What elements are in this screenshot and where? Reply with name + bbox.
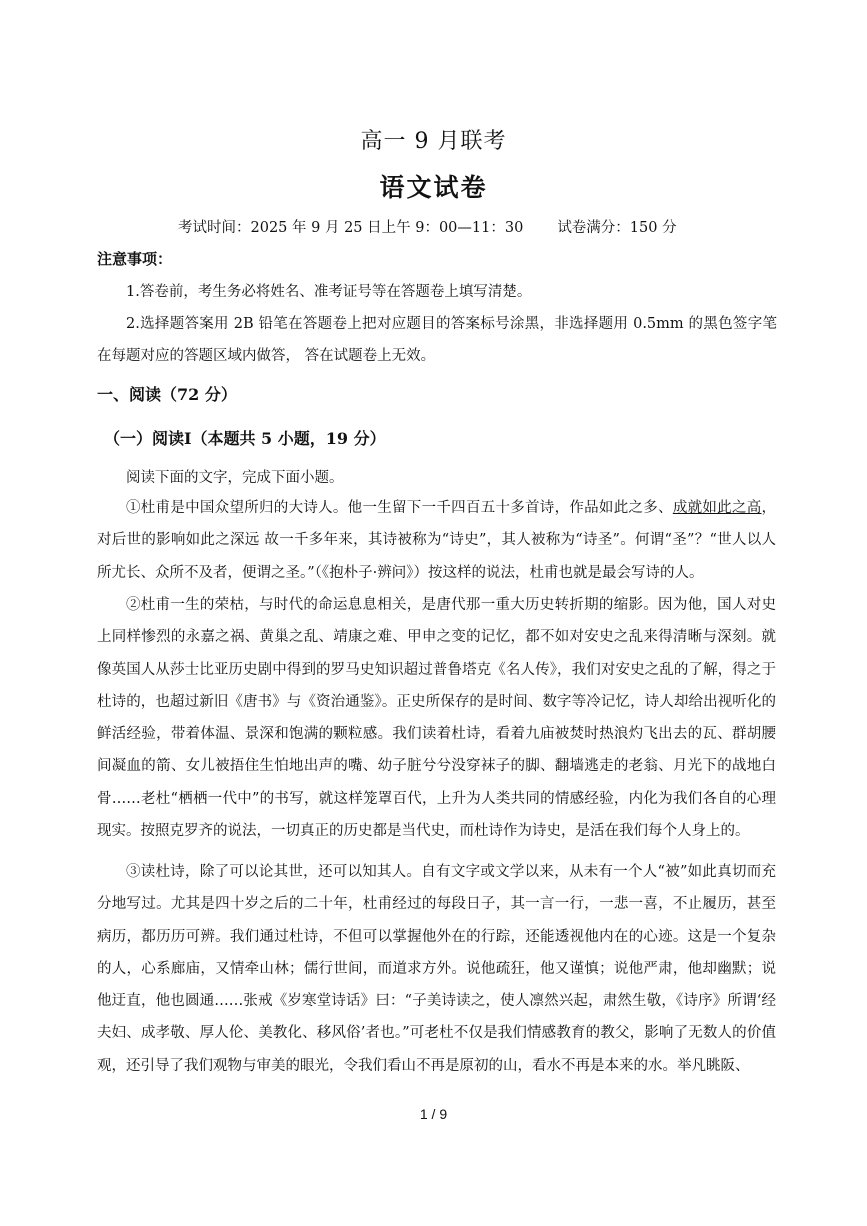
exam-title: 高一 9 月联考 <box>360 129 507 154</box>
paragraph-1-text-b: ，对后世的影响如此之深远 故一千多年来，其诗被称为“诗史”，其人被称为“诗圣”。何谓“圣”？“世人以人所尤长、众所不及者，便谓之圣。”（《抱朴子·辨问》）按这样的说法，杜甫也就是最会写诗的人。 <box>97 500 777 581</box>
exam-time: 考试时间：2025 年 9 月 25 日上午 9：00—11：30 <box>178 220 524 236</box>
notice-item-2: 2.选择题答案用 2B 铅笔在答题卷上把对应题目的答案标号涂黑，非选择题用 0.5mm 的黑色签字笔在每题对应的答题区域内做答， 答在试题卷上无效。 <box>97 316 777 364</box>
exam-info <box>178 216 798 237</box>
reading-instruction: 阅读下面的文字，完成下面小题。 <box>126 470 344 486</box>
notice-heading: 注意事项： <box>97 250 173 268</box>
full-score: 试卷满分：150 分 <box>557 220 677 236</box>
paragraph-1-text-a: ①杜甫是中国众望所归的大诗人。他一生留下一千四百五十多首诗，作品如此之多、 <box>126 500 673 516</box>
paragraph-2: ②杜甫一生的荣枯，与时代的命运息息相关，是唐代那一重大历史转折期的缩影。因为他，国人对史上同样惨烈的永嘉之祸、黄巢之乱、靖康之难、甲申之变的记忆，都不如对安史之乱来得清晰与深刻。就像英国人从莎士比亚历史剧中得到的罗马史知识超过普鲁塔克《名人传》，我们对安史之乱的了解，得之于杜诗的，也超过新旧《唐书》与《资治通鉴》。正史所保存的是时间、数字等冷记忆，诗人却给出视听化的鲜活经验，带着体温、景深和饱满的颗粒感。我们读着杜诗，看着九庙被焚时热浪灼飞出去的瓦、群胡腰间凝血的箭、女儿被捂住生怕地出声的嘴、幼子脏兮兮没穿袜子的脚、翻墙逃走的老翁、月光下的战地白骨……老杜“栖栖一代中”的书写，就这样笼罩百代，上升为人类共同的情感经验，内化为我们各自的心理现实。按照克罗齐的说法，一切真正的历史都是当代史，而杜诗作为诗史，是活在我们每个人身上的。 <box>97 597 776 840</box>
paragraph-3: ③读杜诗，除了可以论其世，还可以知其人。自有文字或文学以来，从未有一个人“被”如此真切而充分地写过。尤其是四十岁之后的二十年，杜甫经过的每段日子，其一言一行，一悲一喜，不止履历，甚至病历，都历历可辨。我们通过杜诗，不但可以掌握他外在的行踪，还能透视他内在的心迹。这是一个复杂的人，心系廊庙，又情牵山林；儒行世间，而道求方外。说他疏狂，他又谨慎；说他严肃，他却幽默；说他迂直，他也圆通……张戒《岁寒堂诗话》曰：“子美诗读之，使人凛然兴起，肃然生敬，《诗序》所谓‘经夫妇、成孝敬、厚人伦、美教化、移风俗’者也。”可老杜不仅是我们情感教育的教父，影响了无数人的价值观，还引导了我们观物与审美的眼光，令我们看山不再是原初的山，看水不再是本来的水。举凡眺阪、 <box>97 864 776 1074</box>
underlined-phrase: 成就如此之高 <box>672 500 762 516</box>
exam-subtitle: 语文试卷 <box>379 173 488 202</box>
page-number: 1 / 9 <box>419 1106 448 1122</box>
sub-section-heading: （一）阅读Ⅰ（本题共 5 小题，19 分） <box>104 429 386 448</box>
section-heading: 一、阅读（72 分） <box>97 385 237 404</box>
notice-item-1: 1.答卷前，考生务必将姓名、准考证号等在答题卷上填写清楚。 <box>126 284 532 300</box>
paragraph-1 <box>97 492 776 589</box>
